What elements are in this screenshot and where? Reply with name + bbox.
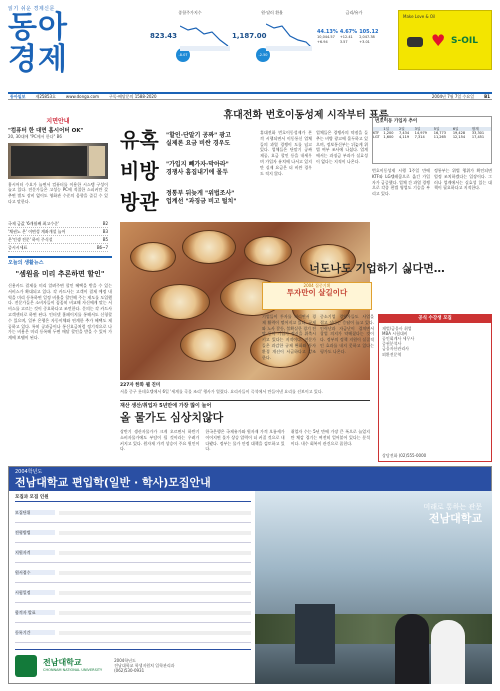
- sub-headline: 정통부 뒤늦게 "위법조사": [166, 190, 235, 197]
- table-header: 5일: [433, 126, 440, 131]
- article-column: 기업들이 투자를 꺼리면서 경제 활력이 떨어지고 있다. 규제와 노사 갈등, 불확실한 경기 전망 등이 기업가 정신을 위축시키고 있다는 지적이다. 전문가들은 과감한 규제 완화와 투자 환경 개선이 시급하다고 강조한다.: [262, 314, 316, 360]
- issue-number: 제25853호: [35, 94, 56, 99]
- rate-1: 44.13%: [317, 29, 338, 35]
- rates-table: [316, 29, 379, 44]
- uni-contact-line: 전남대학교 학생지원처 입학관리과: [114, 662, 175, 668]
- table-row: LGT 1,600 4,119 7,314 11,265 12,154 17,451: [373, 135, 485, 140]
- date-line: [8, 92, 492, 100]
- tagline: 읽기 쉬운 경제신문: [8, 6, 55, 12]
- rates-box: [316, 10, 392, 80]
- table-row: 원서접수: [15, 564, 251, 583]
- rate-sub: 10,044.57: [317, 35, 335, 40]
- article-column: 휴대전화 번호이동성제가 본격 시행되면서 이동통신 업체들의 과열 경쟁이 도를 넘고 있다. 업체들은 단말기 공짜 제공, 요금 할인 등을 내세우며 가입자 유치에 나서고 있지만 실제 요금은 더 비싼 경우도 적지 않다.: [260, 130, 312, 176]
- fx-label: 원·달러 환율: [261, 10, 283, 15]
- article-column: 취업자 수는 5년 만에 가장 큰 폭으로 늘었지만 체감 경기는 여전히 얼어붙어 있다는 분석이다. 내수 회복이 관건으로 꼽힌다.: [290, 429, 370, 446]
- life-news-body: 신용카드 결제를 미리 알려주면 할인 혜택을 받을 수 있는 서비스가 확대되고 있다. 각 카드사는 고객이 결제 예정 내역을 미리 등록하면 일정 비율을 할인해 주는 제도를 도입했다. 전문가들은 소비자들이 꼼꼼히 비교해 자신에게 맞는 서비스를 고르는 것이 중요하다고 조언한다. 문의는 각 카드사 고객센터로 하면 된다. 인터넷 홈페이지를 통해서도 신청할 수 있으며, 일부 은행은 자동이체와 연계한 추가 혜택도 제공하고 있다. 특히 공과금이나 통신요금처럼 정기적으로 나가는 비용은 미리 등록해 두면 매달 할인을 받을 수 있어 가계에 보탬이 된다.: [8, 283, 112, 341]
- headline-word-1: 유혹: [120, 128, 159, 152]
- rate-sub: +12.41: [339, 35, 353, 40]
- table-title: 번호이동 가입자 추이: [375, 119, 418, 124]
- list-item[interactable]: 증시시세표 B6~7: [8, 244, 108, 250]
- series-badge-line2: 투자만이 살길이다: [286, 288, 348, 297]
- table-header: 합계: [471, 126, 479, 131]
- fx-value: 1,187.00: [232, 32, 267, 40]
- lower-story-headline: 올 물가도 심상치않다: [120, 411, 224, 425]
- article-column: 상반기 생산자물가가 크게 오르면서 하반기 소비자물가에도 부담이 될 것이라는 우려가 커지고 있다. 원자재 가격 상승이 주요 원인이다.: [120, 429, 200, 452]
- paper-name: 동아일보: [10, 94, 26, 99]
- headline-subs: [166, 132, 256, 205]
- logo-text-line1: 동아: [8, 10, 68, 46]
- table-header: 6일: [452, 126, 459, 131]
- uni-ad-title: 전남대학교 편입학(일반 · 학사)모집안내: [15, 476, 211, 489]
- fx-change-badge: -2.50: [256, 48, 270, 62]
- life-news-title: 오늘의 생활뉴스: [8, 260, 44, 266]
- headline-word-2: 비방: [120, 159, 159, 183]
- campus-photo: [255, 491, 492, 684]
- career-ad-title: 공식 수강생 모집: [379, 315, 491, 323]
- university-ad[interactable]: [8, 466, 492, 684]
- table-row: 시험일정: [15, 584, 251, 603]
- lower-story-kicker: 재산 생산/취업자 5년만에 가장 많이 늘어: [120, 403, 212, 409]
- table-header: 3일: [414, 126, 421, 131]
- table-row: 합격자 발표: [15, 604, 251, 623]
- list-item: 공인회계사 세무사: [382, 336, 415, 341]
- index-list: [8, 220, 108, 252]
- index-body: 홈시어터 수요가 늘면서 컴퓨터를 이용한 시스템 구성이 늘고 있다. 전문가들은 고성능 PC에 적절한 스피커만 갖추면 별도 장비 없이도 영화관 수준의 음향을 즐길 수 있다고 말한다.: [8, 181, 108, 204]
- uni-footer-name: 전남대학교: [43, 658, 82, 668]
- uni-slogan: 미래로 통하는 관문: [423, 503, 482, 511]
- rates-label: 금리/유가: [345, 10, 363, 15]
- university-emblem-icon: [15, 655, 37, 677]
- subscriber-table-box: [372, 116, 492, 164]
- rate-2: 4.67%: [339, 29, 358, 35]
- heart-icon: ♥: [431, 31, 446, 50]
- career-ad-footer: 상담전화 (02)555-0000: [382, 452, 427, 458]
- series-badge-line1: 2004 집중기획: [303, 283, 331, 288]
- article-column: 정통부는 위법 행위가 확인되면 엄정 조치하겠다는 입장이다. 그러나 업계에서는 실효성 있는 대책이 필요하다고 지적한다.: [434, 168, 492, 191]
- issue-date: 2004년 7월 7일 수요일: [431, 94, 475, 99]
- fx-chart: [232, 10, 312, 80]
- index-photo: [8, 143, 108, 179]
- table-header: 2일: [399, 126, 405, 131]
- list-item[interactable]: 은'인생 전문' 하이 주식설 B5: [8, 236, 108, 242]
- sub-headline: "가입지 빼가자·막아라": [166, 161, 229, 168]
- table-row: 등록기간: [15, 624, 251, 643]
- list-item: 외환전문역: [382, 351, 402, 357]
- page-index: [8, 118, 108, 252]
- headline-word-3: 방관: [120, 190, 159, 214]
- subscriber-table: [373, 127, 491, 140]
- car-icon: [407, 37, 423, 47]
- rate-sub: +6.94: [317, 39, 328, 44]
- rate-sub: 3.57: [339, 39, 348, 44]
- table-row: 전형방법: [15, 524, 251, 543]
- rate-3: 105.12: [359, 29, 379, 35]
- uni-footer-en: CHONNAM NATIONAL UNIVERSITY: [43, 668, 103, 673]
- soil-slogan: Make Love & Oil: [403, 14, 436, 19]
- phone: 구독·배달문의 1588-2020: [108, 94, 157, 99]
- index-teaser-meta: 20, 30대에 "PC에서 한다" B6: [8, 134, 62, 140]
- kospi-value: 823.43: [150, 32, 178, 40]
- series-badge: [262, 282, 372, 310]
- sub-headline: "할인·단말기 공짜" 광고: [166, 132, 231, 139]
- fx-line: [266, 20, 312, 52]
- uni-school-name: 전남대학교: [428, 511, 482, 525]
- speaker-icon: [89, 146, 105, 176]
- list-item: 재벌/금융사 취업: [382, 325, 412, 331]
- kospi-label: 종합주가지수: [178, 10, 202, 15]
- article-column: 중소기업 경영자들도 사업을 접고 싶다는 응답이 늘고 있다. 인력난과 자금난이 겹치면서 창업 의지가 약해졌다는 것이다. 정부의 정책 지원이 실질적인 효과를 내지 못하고 있다는 평가도 나온다.: [320, 314, 374, 354]
- article-column: 업체들은 경쟁사의 약점을 들추는 비방 광고에 몰두하고 있으며, 정보통신부는 뒤늦게 위법 여부 조사에 나섰다. 업계에서는 과징금 부과가 실효성이 없다는 지적이 나온다.: [316, 130, 368, 164]
- career-ad[interactable]: [378, 314, 492, 462]
- article-column: 번호이동성제 시행 1주일 만에 KTF와 LG텔레콤으로 옮긴 가입자가 급증했다. 업체 간 과열 경쟁으로 각종 편법 영업도 기승을 부리고 있다.: [372, 168, 430, 197]
- page-number: B1: [484, 94, 490, 99]
- kospi-line: [180, 20, 230, 52]
- main-headline: 휴대전화 번호이동성제 시작부터 표류: [223, 110, 389, 121]
- soil-ad[interactable]: [398, 10, 492, 70]
- soil-brand: S-OIL: [451, 36, 478, 46]
- list-item[interactable]: '채권노 온' 이면성 계좌개설 늘어 B3: [8, 228, 108, 234]
- table-row: KTF 1,200 7,434 14,979 16,773 19,428 33,301: [373, 131, 485, 135]
- life-news-headline: "셈원을 미리 추론하면 할인": [15, 270, 105, 279]
- uni-table-title: 모집과 모집 인원: [15, 495, 251, 502]
- uni-contact-line: 2004학년도: [114, 657, 136, 663]
- sub-headline: 실제론 요금 비싼 경우도: [166, 139, 231, 147]
- sub-headline: 경쟁사 흠집내기에 몰두: [166, 168, 229, 176]
- table-row: 지원자격: [15, 544, 251, 563]
- rate-sub: 2,047.38: [359, 35, 375, 40]
- masthead-logo: [8, 6, 108, 92]
- uni-ad-table: [15, 495, 251, 643]
- headline-words: [120, 128, 160, 218]
- list-item: MBA 시험대비: [382, 330, 408, 336]
- article-column: 한국은행은 국제유가와 원자재 가격 오름세가 이어지면 물가 상승 압력이 더 커질 것으로 내다봤다. 정부는 물가 안정 대책을 검토하고 있다.: [205, 429, 285, 452]
- table-row: 모집단위: [15, 504, 251, 523]
- index-heading: 지면안내: [46, 118, 70, 125]
- uni-ad-footer: [15, 649, 251, 681]
- tv-icon: [11, 146, 87, 176]
- right-story-headline-box: [262, 262, 492, 276]
- list-item[interactable]: 국제 금값 '6개월째 최고수준' B2: [8, 220, 108, 226]
- caption-title: 227자 한화 웰 진미: [120, 383, 161, 388]
- life-news-box: [8, 256, 112, 465]
- kospi-change-badge: -8.07: [176, 48, 190, 62]
- uni-contact-line: (062)530-0931: [114, 668, 145, 674]
- logo-text-line2: 경제: [8, 42, 68, 78]
- kospi-chart: [150, 10, 230, 80]
- rate-sub: +3.01: [359, 39, 370, 44]
- list-item: 증권분석사: [382, 341, 402, 347]
- website[interactable]: www.donga.com: [65, 94, 99, 99]
- table-header: 1일: [383, 126, 390, 131]
- right-story-headline: 너도나도 기업하기 싫다면…: [309, 262, 445, 275]
- index-teaser[interactable]: "컴퓨터 한 대면 홈시어터 OK": [8, 127, 84, 134]
- uni-ad-year: 2004학년도: [15, 469, 43, 475]
- list-item: 금융자산관리사: [382, 346, 410, 352]
- uni-ad-header: [9, 467, 491, 491]
- caption-text: 서울 중구 롯데호텔에서 6일 '세계를 곡물 조리' 행사가 열렸다. 요리사들이 즉석에서 만들어낸 요리를 선보이고 있다.: [120, 388, 323, 394]
- sub-headline: 업계선 "과징금 비고 털치": [166, 197, 237, 205]
